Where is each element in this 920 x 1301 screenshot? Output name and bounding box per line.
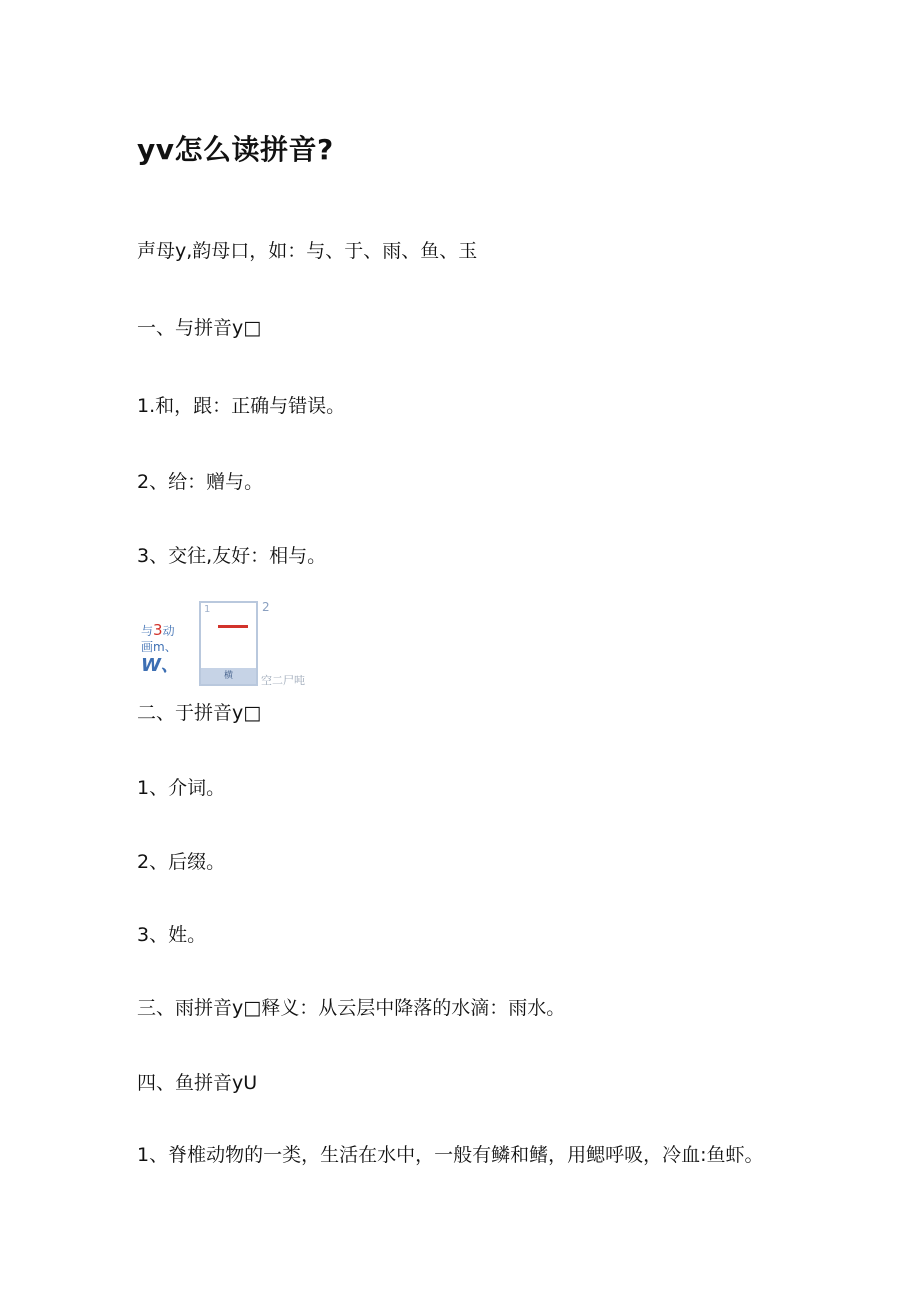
figure-stroke-count: 3 <box>153 621 163 639</box>
page-title: yv怎么读拼音? <box>137 133 334 166</box>
stroke-figure-label <box>141 621 179 677</box>
section-4-item-1: 1、脊椎动物的一类，生活在水中，一般有鳞和鳍，用鳃呼吸，冷血:鱼虾。 <box>137 1144 764 1166</box>
figure-label-line2: 画m、 <box>141 639 177 654</box>
stroke-figure-caption: 空二尸吨 <box>261 674 305 687</box>
figure-label-line3: W、 <box>141 654 179 676</box>
section-2-heading: 二、于拼音y□ <box>137 702 262 724</box>
figure-label-animate: 动 <box>162 624 175 638</box>
section-2-item-1: 1、介词。 <box>137 777 226 799</box>
stroke-card-footer: 横 <box>201 668 256 684</box>
stroke-card-number: 1 <box>204 604 211 615</box>
section-1-item-2: 2、给：赠与。 <box>137 471 264 493</box>
section-2-item-2: 2、后缀。 <box>137 851 226 873</box>
intro-line: 声母y,韵母口，如：与、于、雨、鱼、玉 <box>137 240 478 262</box>
section-2-item-3: 3、姓。 <box>137 924 207 946</box>
section-4-heading: 四、鱼拼音yU <box>137 1072 258 1094</box>
section-1-item-1: 1.和，跟：正确与错误。 <box>137 395 346 417</box>
section-3-text: 三、雨拼音y□释义：从云层中降落的水滴：雨水。 <box>137 997 566 1019</box>
stroke-card-next-number: 2 <box>262 600 270 614</box>
figure-char: 与 <box>141 624 154 638</box>
section-1-heading: 一、与拼音y□ <box>137 317 262 339</box>
stroke-card <box>199 601 258 686</box>
horizontal-stroke-icon <box>218 625 248 628</box>
section-1-item-3: 3、交往,友好：相与。 <box>137 545 327 567</box>
